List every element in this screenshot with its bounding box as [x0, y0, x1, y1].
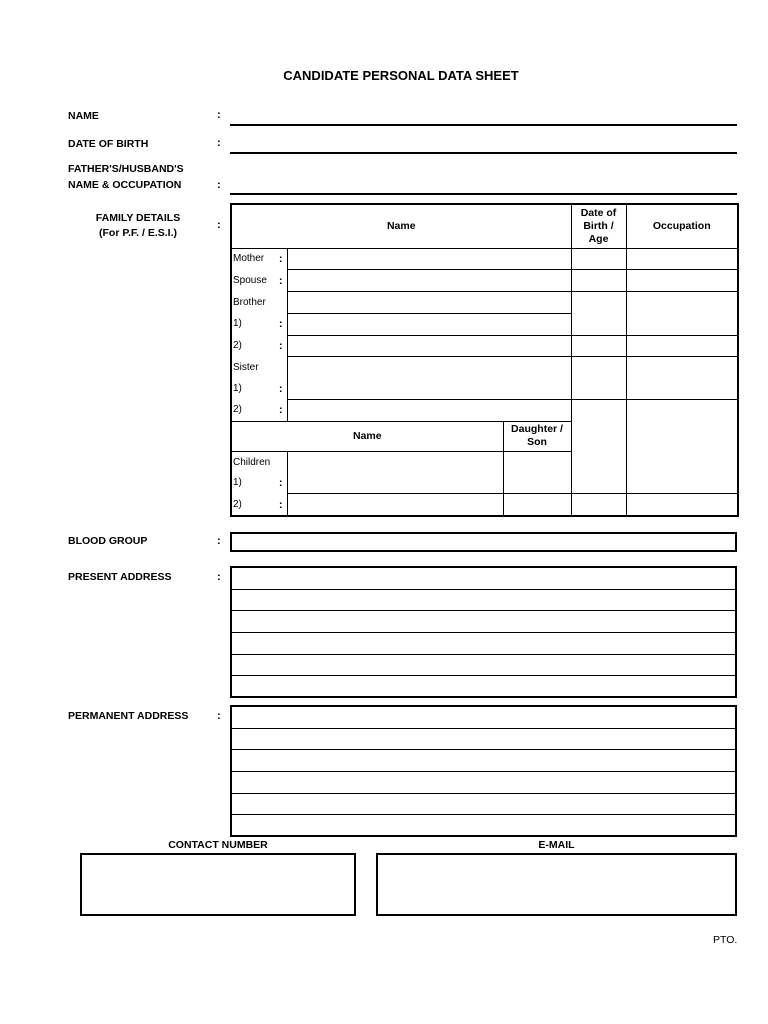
daughter-son-line1: Daughter /	[511, 423, 563, 436]
sister1-label: 1)	[233, 382, 242, 394]
permanent-address-line[interactable]	[232, 772, 735, 794]
brother1-label: 1)	[233, 318, 242, 330]
dob-colon: :	[217, 137, 221, 149]
present-address-line[interactable]	[232, 611, 735, 633]
blood-group-colon: :	[217, 535, 221, 547]
name-label: NAME	[68, 110, 99, 122]
sister1-dob-field[interactable]	[571, 357, 626, 400]
sister2-label: 2)	[233, 404, 242, 416]
permanent-address-line[interactable]	[232, 794, 735, 816]
contact-number-field[interactable]	[80, 853, 356, 916]
child2-dob-field[interactable]	[571, 494, 626, 516]
brother2-dob-field[interactable]	[571, 335, 626, 357]
brother2-name-field[interactable]	[287, 335, 571, 357]
email-field[interactable]	[376, 853, 737, 916]
sister-heading-field	[287, 357, 571, 378]
sister2-dob-field[interactable]	[571, 400, 626, 494]
child2-colon: :	[278, 498, 283, 511]
present-address-line[interactable]	[232, 568, 735, 590]
mother-name-field[interactable]	[287, 248, 571, 270]
brother1-colon: :	[278, 318, 283, 331]
brother2-label: 2)	[233, 340, 242, 352]
present-address-line[interactable]	[232, 655, 735, 677]
father-colon: :	[217, 179, 221, 191]
brother1-occupation-field[interactable]	[626, 292, 738, 336]
brother1-name-field[interactable]	[287, 313, 571, 335]
sister1-colon: :	[278, 382, 283, 395]
contact-number-label: CONTACT NUMBER	[168, 839, 268, 851]
blood-group-label: BLOOD GROUP	[68, 535, 148, 547]
brother-label-cell	[231, 292, 287, 314]
name-colon: :	[217, 109, 221, 121]
children-heading-field	[287, 451, 503, 472]
spouse-label-cell	[231, 270, 287, 292]
permanent-address-line[interactable]	[232, 750, 735, 772]
brother1-dob-field[interactable]	[571, 292, 626, 336]
permanent-address-line[interactable]	[232, 815, 735, 837]
children-label-cell	[231, 451, 287, 472]
child1-relation-field[interactable]	[503, 451, 571, 494]
dob-header-line1: Date of	[580, 206, 617, 219]
child2-label: 2)	[233, 498, 242, 510]
children-label: Children	[233, 456, 271, 468]
email-label: E-MAIL	[538, 839, 575, 851]
permanent-address-line[interactable]	[232, 729, 735, 751]
sister2-occupation-field[interactable]	[626, 400, 738, 494]
dob-header-line3: Age	[588, 232, 609, 245]
present-address-field[interactable]	[230, 566, 737, 698]
mother-label-cell	[231, 248, 287, 270]
family-name-header: Name	[231, 204, 571, 248]
spouse-dob-field[interactable]	[571, 270, 626, 292]
child1-colon: :	[278, 477, 283, 490]
permanent-address-label: PERMANENT ADDRESS	[68, 710, 189, 722]
daughter-son-line2: Son	[527, 436, 547, 449]
family-dob-header	[571, 204, 626, 248]
family-details-title: FAMILY DETAILS	[95, 212, 181, 224]
dob-field[interactable]	[230, 152, 737, 154]
present-address-label: PRESENT ADDRESS	[68, 571, 172, 583]
permanent-address-line[interactable]	[232, 707, 735, 729]
permanent-address-colon: :	[217, 710, 221, 722]
child2-label-cell	[231, 494, 287, 516]
spouse-label: Spouse	[233, 274, 267, 286]
family-details-label	[62, 211, 214, 241]
spouse-name-field[interactable]	[287, 270, 571, 292]
child1-label-cell	[231, 473, 287, 494]
family-details-subtitle: (For P.F. / E.S.I.)	[99, 227, 177, 239]
sister1-occupation-field[interactable]	[626, 357, 738, 400]
mother-colon: :	[278, 253, 283, 266]
sister2-name-field[interactable]	[287, 400, 571, 422]
brother-label: Brother	[233, 296, 266, 308]
brother2-colon: :	[278, 340, 283, 353]
sister-label: Sister	[233, 362, 259, 374]
family-table	[230, 203, 739, 517]
spouse-colon: :	[278, 274, 283, 287]
brother-heading-field	[287, 292, 571, 314]
child2-relation-field[interactable]	[503, 494, 571, 516]
sister1-name-field[interactable]	[287, 378, 571, 399]
permanent-address-field[interactable]	[230, 705, 737, 837]
child1-name-field[interactable]	[287, 473, 503, 494]
present-address-colon: :	[217, 571, 221, 583]
father-field[interactable]	[230, 193, 737, 195]
sister-label-cell	[231, 357, 287, 378]
page-title: CANDIDATE PERSONAL DATA SHEET	[283, 68, 519, 83]
dob-header-line2: Birth /	[583, 219, 614, 232]
sister2-colon: :	[278, 404, 283, 417]
father-label-line1: FATHER'S/HUSBAND'S	[68, 163, 184, 175]
father-label-line2: NAME & OCCUPATION	[68, 179, 182, 191]
brother1-label-cell	[231, 313, 287, 335]
children-daughter-son-header	[503, 421, 571, 451]
child2-occupation-field[interactable]	[626, 494, 738, 516]
blood-group-field[interactable]	[230, 532, 737, 552]
present-address-line[interactable]	[232, 633, 735, 655]
child2-name-field[interactable]	[287, 494, 503, 516]
child1-label: 1)	[233, 477, 242, 489]
pto-note: PTO.	[713, 934, 738, 946]
sister1-label-cell	[231, 378, 287, 399]
brother2-occupation-field[interactable]	[626, 335, 738, 357]
family-colon: :	[217, 219, 221, 231]
children-name-header: Name	[231, 421, 503, 451]
mother-label: Mother	[233, 253, 265, 265]
sister2-label-cell	[231, 400, 287, 422]
mother-dob-field[interactable]	[571, 248, 626, 270]
dob-label: DATE OF BIRTH	[68, 138, 149, 150]
mother-occupation-field[interactable]	[626, 248, 738, 270]
present-address-line[interactable]	[232, 676, 735, 698]
family-occupation-header: Occupation	[626, 204, 738, 248]
name-field[interactable]	[230, 124, 737, 126]
spouse-occupation-field[interactable]	[626, 270, 738, 292]
present-address-line[interactable]	[232, 590, 735, 612]
brother2-label-cell	[231, 335, 287, 357]
